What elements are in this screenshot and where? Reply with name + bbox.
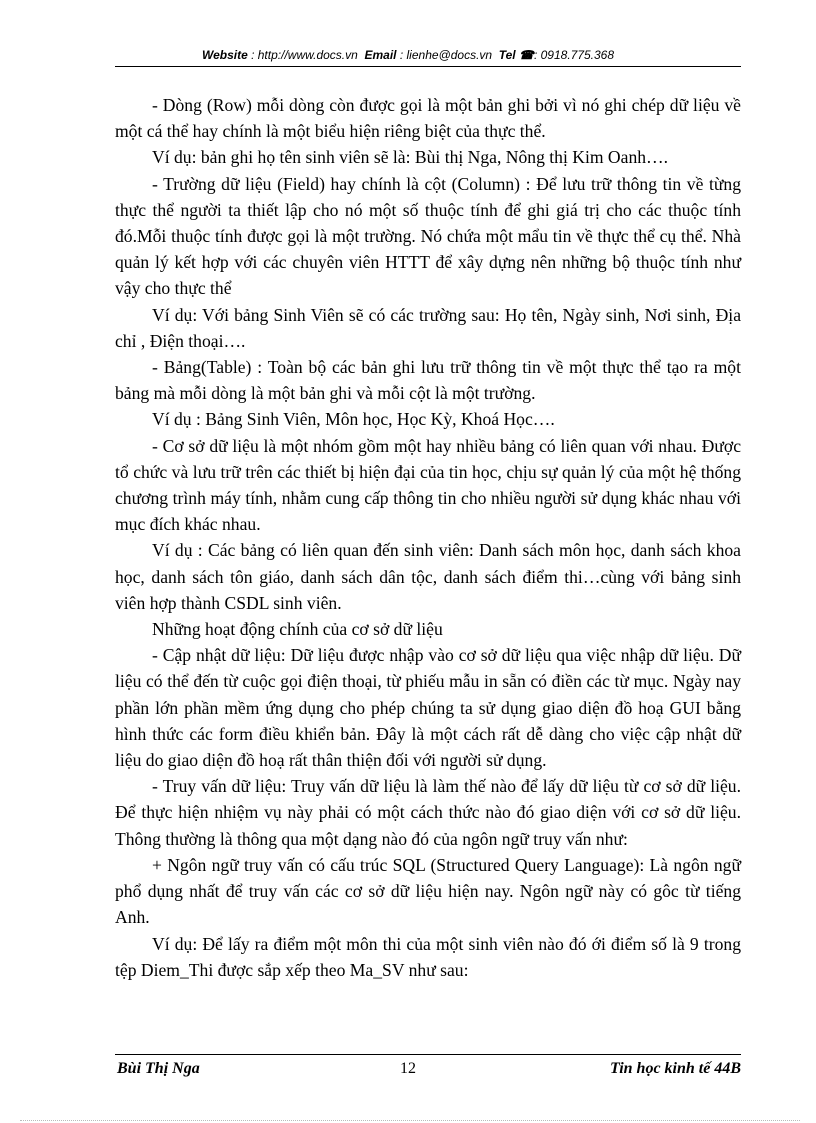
paragraph-main-activities: Những hoạt động chính của cơ sở dữ liệu [152,619,443,640]
paragraph-database-example: Ví dụ : Các bảng có liên quan đến sinh viên: Danh sách môn học, danh sách khoa học, danh sách tôn giáo, danh sách dân tộc, danh sách điểm thi…cùng với bảng sinh viên hợp thành CSDL sinh viên. [115,540,741,613]
footer-rule [115,1054,741,1055]
paragraph-table-definition: - Bảng(Table) : Toàn bộ các bản ghi lưu trữ thông tin về một thực thể tạo ra một bảng mà mỗi dòng là một bản ghi và mỗi cột là một trường. [115,357,741,404]
page-number: 12 [400,1060,416,1077]
footer-author: Bùi Thị Nga [117,1060,200,1077]
tel-value: : 0918.775.368 [533,48,615,62]
paragraph-field-example: Ví dụ: Với bảng Sinh Viên sẽ có các trường sau: Họ tên, Ngày sinh, Nơi sinh, Địa chỉ , Điện thoại…. [115,304,741,351]
paragraph-sql: + Ngôn ngữ truy vấn có cấu trúc SQL (Structured Query Language): Là ngôn ngữ phổ dụng nhất để truy vấn các cơ sở dữ liệu hiện nay. Ngôn ngữ này có gôc từ tiếng Anh. [115,854,741,928]
paragraph-query-data: - Truy vấn dữ liệu: Truy vấn dữ liệu là làm thế nào để lấy dữ liệu từ cơ sở dữ liệu. Để thực hiện nhiệm vụ này phải có một cách thức nào đó giao diện với cơ sở dữ liệu. Thông thường là thông qua một dạng nào đó của ngôn ngữ truy vấn như: [115,776,741,849]
body-text [115,92,741,983]
page-header [0,48,816,62]
paragraph-field-definition: - Trường dữ liệu (Field) hay chính là cột (Column) : Để lưu trữ thông tin về từng thực thể người ta thiết lập cho nó một số thuộc tính để ghi giá trị cho các thuộc tính đó.Mỗi thuộc tính được gọi là một trường. Nó chứa một mẩu tin về thực thể cụ thể. Nhà quản lý kết hợp với các chuyên viên HTTT để xây dựng nên những bộ thuộc tính như vậy cho thực thể [115,173,741,299]
website-value: : http://www.docs.vn [251,48,358,62]
header-rule [115,66,741,67]
bottom-dotted-divider [20,1120,800,1121]
paragraph-database-definition: - Cơ sở dữ liệu là một nhóm gồm một hay nhiều bảng có liên quan với nhau. Được tổ chức và lưu trữ trên các thiết bị hiện đại của tin học, chịu sự quản lý của một hệ thống chương trình máy tính, nhằm cung cấp thông tin cho nhiều người sử dụng khác nhau với mục đích khác nhau. [115,435,741,535]
paragraph-table-example: Ví dụ : Bảng Sinh Viên, Môn học, Học Kỳ, Khoá Học…. [152,409,555,430]
paragraph-query-example: Ví dụ: Để lấy ra điểm một môn thi của một sinh viên nào đó ới điểm số là 9 trong tệp Diem_Thi được sắp xếp theo Ma_SV như sau: [115,933,741,980]
paragraph-row-definition: - Dòng (Row) mỗi dòng còn được gọi là một bản ghi bởi vì nó ghi chép dữ liệu về một cá thể hay chính là một biểu hiện riêng biệt của thực thể. [115,95,741,142]
footer-course: Tin học kinh tế 44B [610,1060,741,1077]
tel-label: Tel [498,48,516,62]
paragraph-update-data: - Cập nhật dữ liệu: Dữ liệu được nhập vào cơ sở dữ liệu qua việc nhập dữ liệu. Dữ liệu có thể đến từ cuộc gọi điện thoại, từ phiếu mẫu in sẵn có điền các từ mục. Ngày nay phần lớn phần mềm ứng dụng cho phép chúng ta sử dụng giao diện đồ hoạ GUI bằng hình thức các form điều khiển bản. Đây là một cách rất dễ dàng cho việc cập nhật dữ liệu do giao diện đồ hoạ rất thân thiện đối với người sử dụng. [115,645,741,771]
phone-icon: ☎ [519,48,534,62]
email-label: Email [364,48,397,62]
paragraph-row-example: Ví dụ: bản ghi họ tên sinh viên sẽ là: Bùi thị Nga, Nông thị Kim Oanh…. [152,147,669,168]
website-label: Website [201,48,248,62]
email-value: : lienhe@docs.vn [399,48,493,62]
